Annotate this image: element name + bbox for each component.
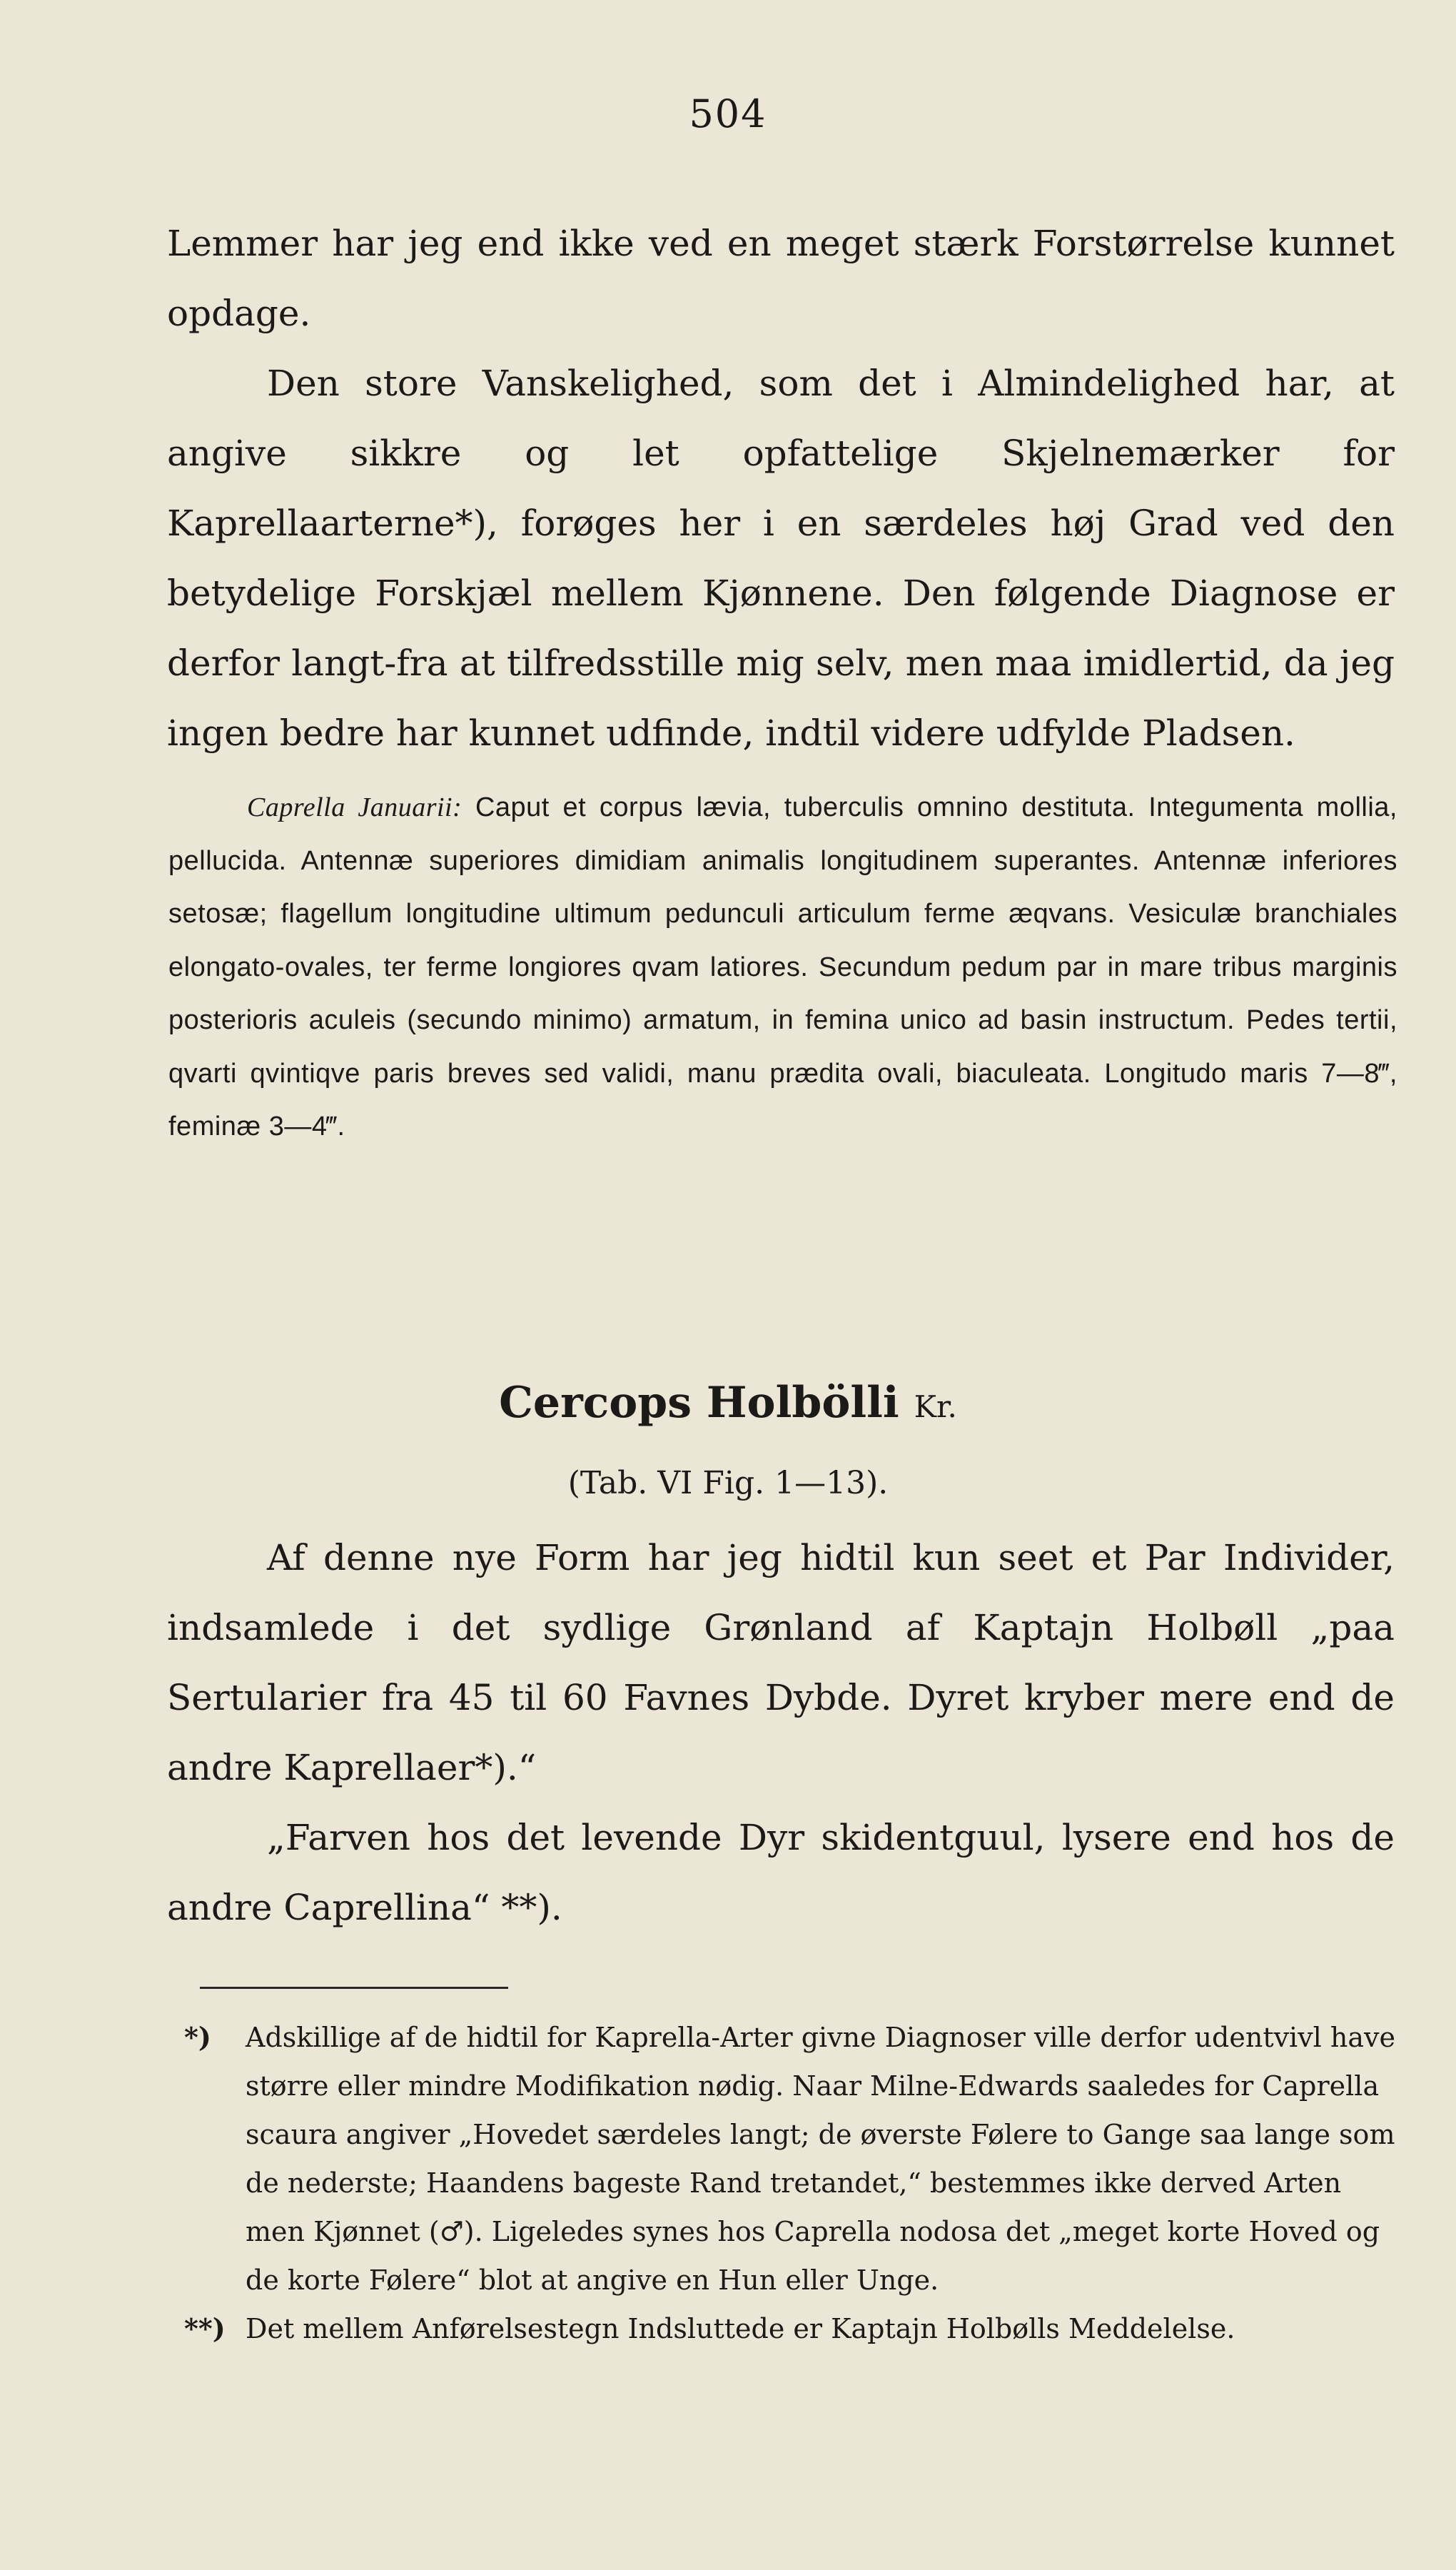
footnote-divider [200,1987,508,1989]
footnote [184,2013,1397,2304]
plate-reference: (Tab. VI Fig. 1—13). [567,1465,889,1501]
diagnosis-paragraph [168,781,1397,1154]
author-abbrev: Kr. [914,1389,957,1424]
paragraph: Den store Vanskelighed, som det i Almindelighed har, at angive sikkre og let opfattelige Skjelnemærker for Kaprellaarterne*), forøges her i en særdeles høj Grad ved den betydelige Forskjæl mellem Kjønnene. Den følgende Diagnose er derfor langt-fra at tilfredsstille mig selv, men maa imidlertid, da jeg ingen bedre har kunnet udfinde, indtil videre udfylde Pladsen. [167,363,1395,754]
section-heading [0,1378,1456,1428]
paragraph: Af denne nye Form har jeg hidtil kun seet et Par Individer, indsamlede i det sydlige Grønland af Kaptajn Holbøll „paa Sertularier fra 45 til 60 Favnes Dybde. Dyret kryber mere end de andre Kaprellaer*).“ [167,1537,1395,1788]
paragraph: „Farven hos det levende Dyr skidentguul, lysere end hos de andre Caprellina“ **). [167,1817,1395,1928]
footnote-mark: **) [184,2312,226,2344]
species-title: Cercops Holbölli [499,1378,899,1428]
species-name: Caprella Januarii: [247,792,462,822]
diagnosis-text: Caput et corpus lævia, tuberculis omnino destituta. Integumenta mollia, pellucida. Antennæ superiores dimidiam animalis longitudinem superantes. Antennæ inferiores setosæ; flagellum longitudine ultimum pedunculi articulum ferme æqvans. Vesiculæ branchiales elongato-ovales, ter ferme longiores qvam latiores. Secundum pedum par in mare tribus marginis posterioris aculeis (secundo minimo) armatum, in femina unico ad basin instructum. Pedes tertii, qvarti qvintiqve paris breves sed validi, manu prædita ovali, biaculeata. Longitudo maris 7—8‴, feminæ 3—4‴. [168,792,1397,1142]
intro-text [167,208,1395,768]
paragraph: Lemmer har jeg end ikke ved en meget stærk Forstørrelse kunnet opdage. [167,223,1395,334]
footnote-text: Adskillige af de hidtil for Kaprella-Arter givne Diagnoser ville derfor udentvivl have større eller mindre Modifikation nødig. Naar Milne-Edwards saaledes for Caprella scaura angiver „Hovedet særdeles langt; de øverste Følere to Gange saa lange som de nederste; Haandens bageste Rand tretandet,“ bestemmes ikke derved Arten men Kjønnet (♂). Ligeledes synes hos Caprella nodosa det „meget korte Hoved og de korte Følere“ blot at angive en Hun eller Unge. [246,2022,1395,2296]
species-text [167,1523,1395,1942]
page-number: 504 [689,91,767,136]
latin-diagnosis [168,781,1397,1154]
footnotes [184,2013,1397,2353]
footnote-mark: *) [184,2021,211,2053]
footnote [184,2304,1397,2353]
footnote-text: Det mellem Anførelsestegn Indsluttede er Kaptajn Holbølls Meddelelse. [246,2313,1235,2344]
